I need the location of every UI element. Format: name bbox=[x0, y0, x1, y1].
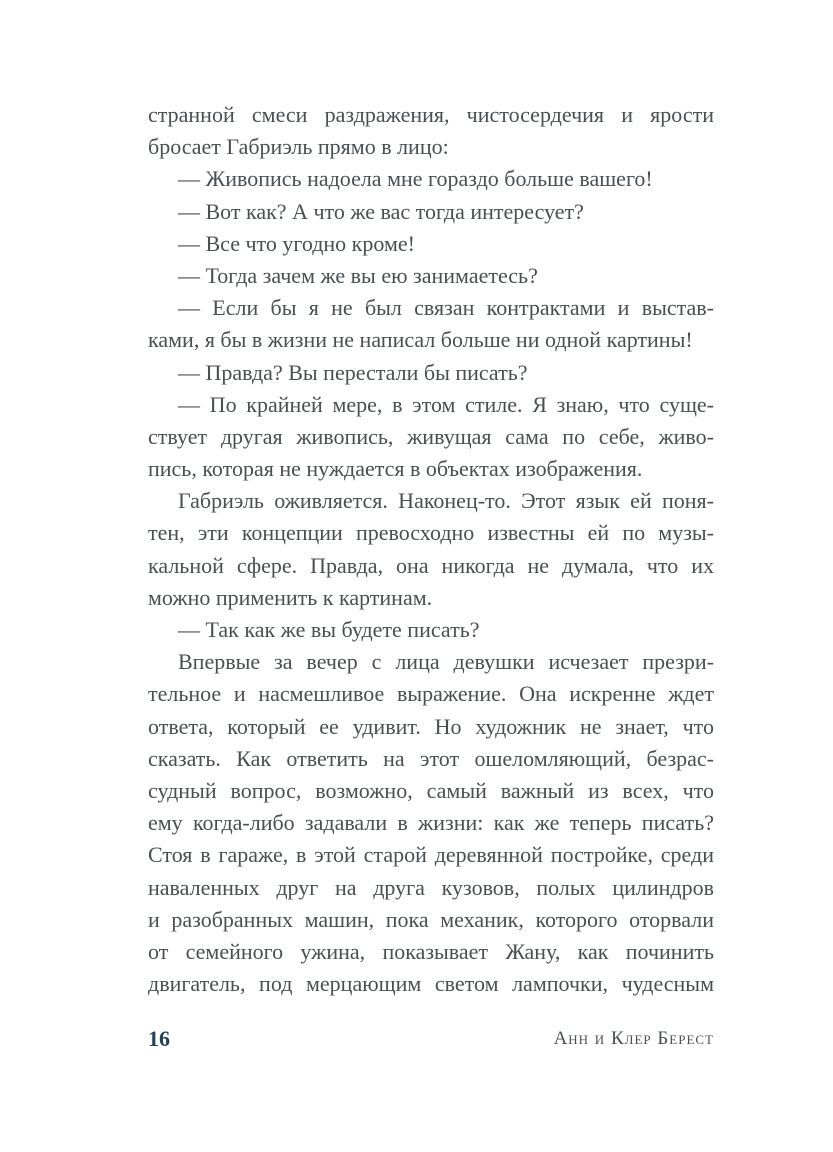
page-body bbox=[148, 99, 714, 1000]
text-line: тен, эти концепции превосходно известны ей по музы- bbox=[148, 520, 714, 546]
dialogue-line: — Все что угодно кроме! bbox=[178, 230, 415, 256]
text-line: ответа, который ее удивит. Но художник не знает, что bbox=[148, 713, 714, 739]
text-line: пись, которая не нуждается в объектах изображения. bbox=[148, 456, 643, 482]
paragraph-start-line: Впервые за вечер с лица девушки исчезает презри- bbox=[178, 649, 714, 675]
text-line: тельное и насмешливое выражение. Она искренне ждет bbox=[148, 681, 714, 707]
text-line: странной смеси раздражения, чистосердечия и ярости bbox=[148, 102, 714, 127]
text-line: кальной сфере. Правда, она никогда не думала, что их bbox=[148, 552, 714, 578]
page-number: 16 bbox=[148, 1026, 170, 1051]
dialogue-line: — Живопись надоела мне гораздо больше вашего! bbox=[178, 166, 653, 192]
page-footer bbox=[148, 1022, 714, 1056]
text-line: двигатель, под мерцающим светом лампочки, чудесным bbox=[148, 971, 714, 997]
text-line: судный вопрос, возможно, самый важный из всех, что bbox=[148, 777, 714, 803]
text-line: бросает Габриэль прямо в лицо: bbox=[148, 134, 449, 160]
text-line: наваленных друг на друга кузовов, полых цилиндров bbox=[148, 874, 714, 900]
running-head-authors: Анн и Клер Берест bbox=[553, 1028, 714, 1049]
text-line: ствует другая живопись, живущая сама по себе, живо- bbox=[148, 423, 714, 449]
dialogue-line: — Так как же вы будете писать? bbox=[178, 617, 480, 642]
text-line: ками, я бы в жизни не написал больше ни одной картины! bbox=[148, 327, 693, 353]
text-line: Стоя в гараже, в этой старой деревянной постройке, среди bbox=[148, 842, 714, 868]
dialogue-line: — Если бы я не был связан контрактами и выстав- bbox=[178, 295, 714, 321]
text-line: от семейного ужина, показывает Жану, как починить bbox=[148, 938, 714, 964]
text-line: и разобранных машин, пока механик, которого оторвали bbox=[148, 906, 714, 932]
text-line: сказать. Как ответить на этот ошеломляющий, безрас- bbox=[148, 745, 714, 771]
dialogue-line: — По крайней мере, в этом стиле. Я знаю, что суще- bbox=[178, 391, 714, 417]
dialogue-line: — Тогда зачем же вы ею занимаетесь? bbox=[178, 262, 538, 288]
text-line: ему когда-либо задавали в жизни: как же теперь писать? bbox=[148, 810, 714, 836]
dialogue-line: — Правда? Вы перестали бы писать? bbox=[178, 359, 528, 385]
dialogue-line: — Вот как? А что же вас тогда интересует? bbox=[178, 198, 584, 224]
text-line: можно применить к картинам. bbox=[148, 584, 433, 610]
paragraph-start-line: Габриэль оживляется. Наконец-то. Этот язык ей поня- bbox=[178, 488, 714, 514]
